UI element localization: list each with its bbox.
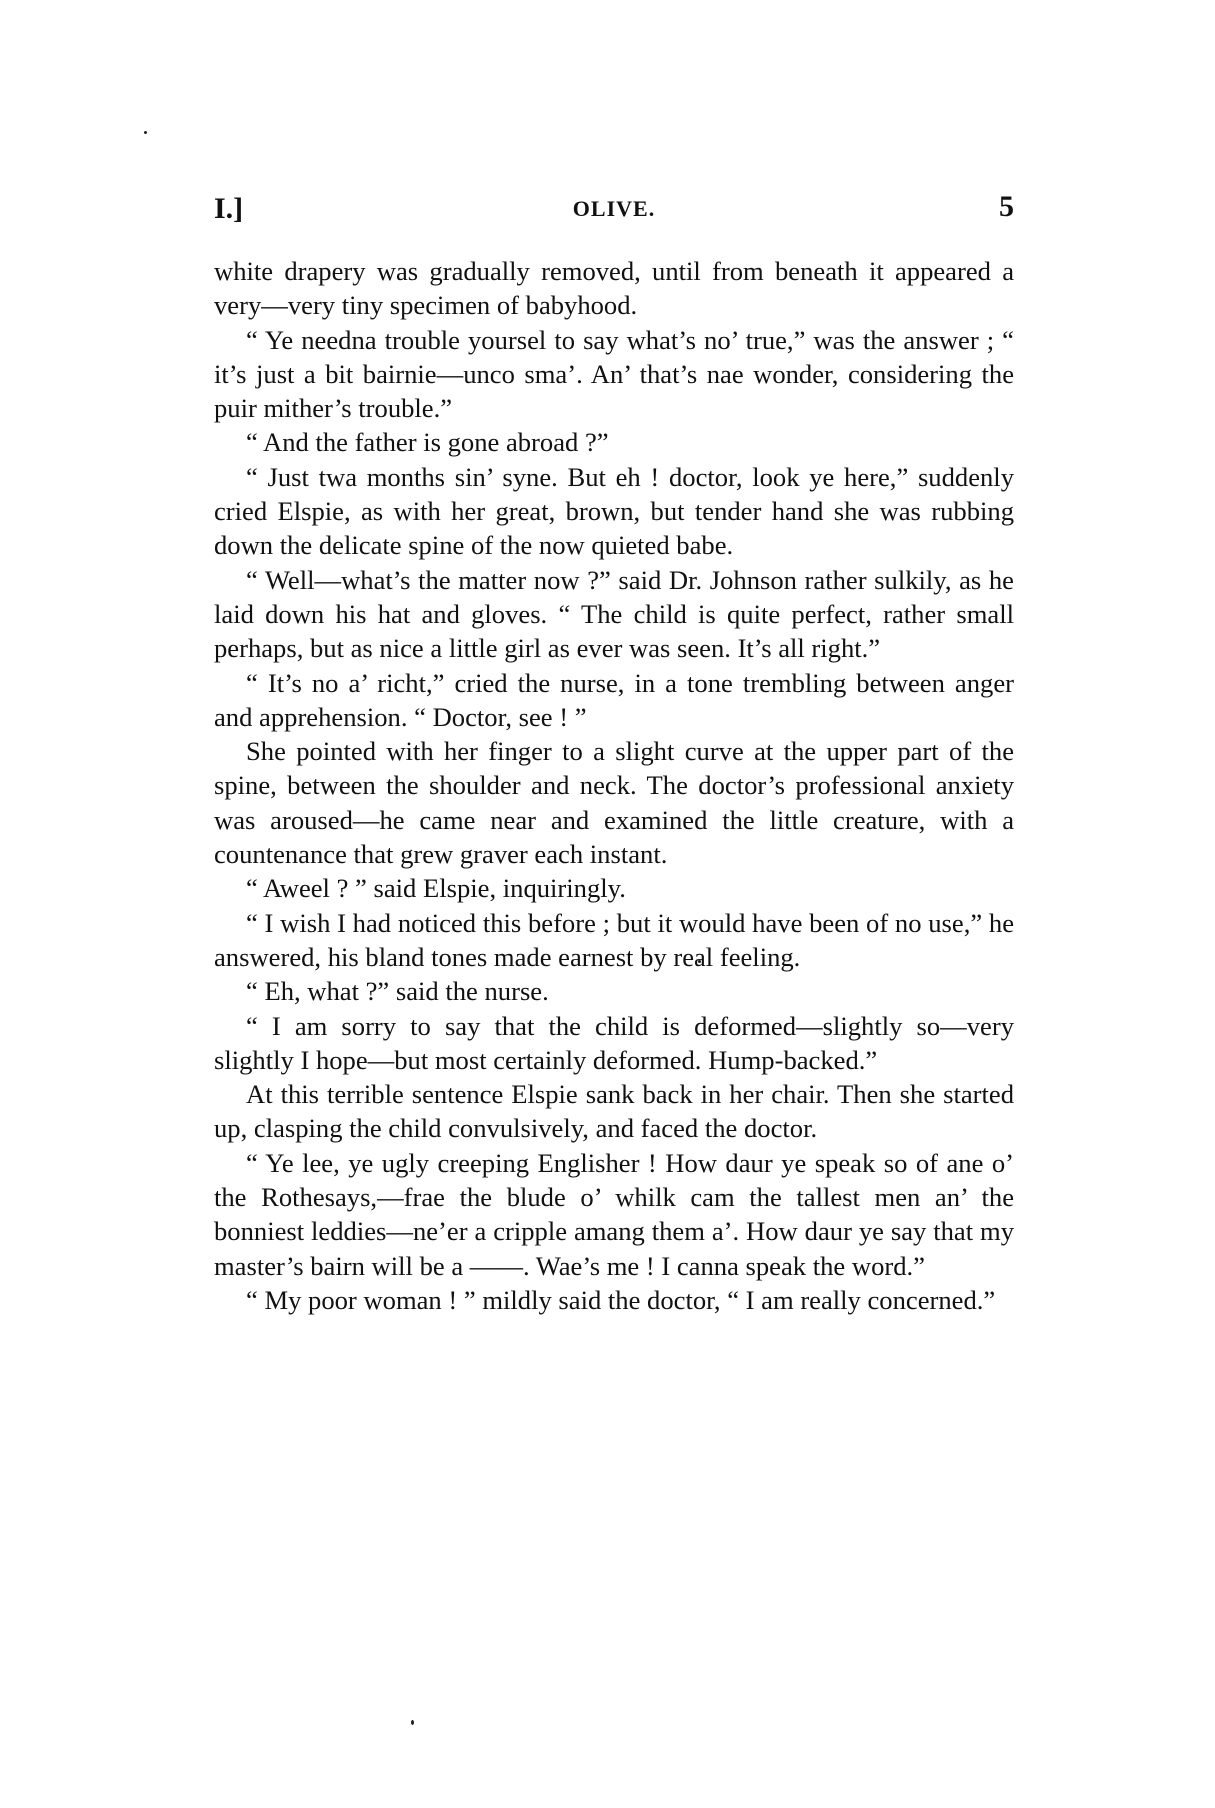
paragraph: “ Ye needna trouble yoursel to say what’s no’ true,” was the answer ; “ it’s just a bit bairnie—unco sma’. An’ that’s nae wonder, considering the puir mither’s trouble.” xyxy=(214,324,1014,424)
paragraph: At this terrible sentence Elspie sank back in her chair. Then she started up, clasping the child convulsively, and faced the doctor. xyxy=(214,1079,1014,1144)
paragraph: “ It’s no a’ richt,” cried the nurse, in a tone trembling between anger and apprehension. “ Doctor, see ! ” xyxy=(214,667,1014,732)
ink-speck xyxy=(144,131,147,134)
paragraph: “ My poor woman ! ” mildly said the doctor, “ I am really concerned.” xyxy=(246,1284,996,1315)
paragraph: “ I wish I had noticed this before ; but it would have been of no use,” he answered, his bland tones made earnest by real feeling. xyxy=(214,907,1014,972)
paragraph: “ I am sorry to say that the child is deformed—slightly so—very slightly I hope—but most certainly deformed. Hump-backed.” xyxy=(214,1010,1014,1075)
paragraph: “ Aweel ? ” said Elspie, inquiringly. xyxy=(246,873,626,904)
paragraph: “ Well—what’s the matter now ?” said Dr. Johnson rather sulkily, as he laid down his hat and gloves. “ The child is quite perfect, rather small perhaps, but as nice a little girl as ever was seen. It’s all right.” xyxy=(214,564,1014,664)
running-header xyxy=(214,192,1014,232)
paragraph: white drapery was gradually removed, until from beneath it appeared a very—very tiny specimen of babyhood. xyxy=(214,256,1014,321)
ink-speck xyxy=(411,1720,414,1725)
paragraph: “ Ye lee, ye ugly creeping Englisher ! How daur ye speak so of ane o’ the Rothesays,—frae the blude o’ whilk cam the tallest men an’ the bonniest leddies—ne’er a cripple amang them a’. How daur ye say that my master’s bairn will be a ——. Wae’s me ! I canna speak the word.” xyxy=(214,1147,1014,1281)
body-text xyxy=(214,254,1014,1317)
running-title: OLIVE. xyxy=(572,196,656,221)
paragraph: She pointed with her finger to a slight curve at the upper part of the spine, between the shoulder and neck. The doctor’s professional anxiety was aroused—he came near and examined the little creature, with a countenance that grew graver each instant. xyxy=(214,736,1014,870)
paragraph: “ And the father is gone abroad ?” xyxy=(246,427,609,458)
page-number: 5 xyxy=(999,190,1014,223)
chapter-number: I.] xyxy=(214,192,244,225)
paragraph: “ Eh, what ?” said the nurse. xyxy=(246,976,549,1007)
paragraph: “ Just twa months sin’ syne. But eh ! doctor, look ye here,” suddenly cried Elspie, as with her great, brown, but tender hand she was rubbing down the delicate spine of the now quieted babe. xyxy=(214,461,1014,561)
